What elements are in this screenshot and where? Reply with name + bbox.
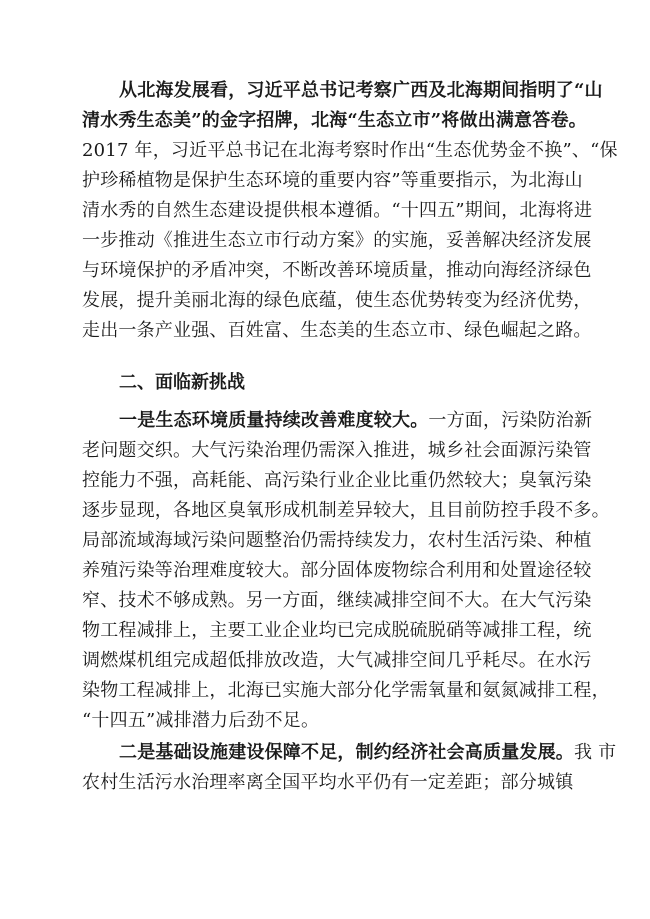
paragraph-2-line: 物工程减排上，主要工业企业均已完成脱硫脱硝等减排工程，统 [82, 620, 592, 641]
paragraph-1-line: 与环境保护的矛盾冲突，不断改善环境质量，推动向海经济绿色 [82, 260, 592, 281]
section-heading: 二、面临新挑战 [119, 372, 245, 393]
paragraph-1-line: 走出一条产业强、百姓富、生态美的生态立市、绿色崛起之路。 [82, 320, 592, 341]
paragraph-2-line: 局部流域海域污染问题整治仍需持续发力，农村生活污染、种植 [82, 530, 592, 551]
paragraph-2-first-line [82, 406, 593, 436]
paragraph-1-line: 2017 年，习近平总书记在北海考察时作出“生态优势金不换”、“保 [82, 140, 618, 161]
paragraph-2-line: 控能力不强，高耗能、高污染行业企业比重仍然较大；臭氧污染 [82, 470, 592, 491]
paragraph-2-line: 老问题交织。大气污染治理仍需深入推进，城乡社会面源污染管 [82, 440, 592, 461]
paragraph-1-bold-line-2: 清水秀生态美”的金字招牌，北海“生态立市”将做出满意答卷。 [82, 110, 587, 131]
paragraph-3-first-line-rest: 我 市 [574, 742, 617, 763]
paragraph-2-first-line-rest: 一方面，污染防治新 [428, 410, 593, 431]
paragraph-2-bold-lead: 一是生态环境质量持续改善难度较大。 [119, 410, 429, 431]
paragraph-2 [82, 406, 610, 736]
paragraph-2-line: 窄、技术不够成熟。另一方面，继续减排空间不大。在大气污染 [82, 590, 592, 611]
paragraph-2-line: 养殖污染等治理难度较大。部分固体废物综合利用和处置途径较 [82, 560, 592, 581]
paragraph-3-first-line [82, 738, 617, 768]
paragraph-1-line: 清水秀的自然生态建设提供根本遵循。“十四五”期间，北海将进 [82, 200, 593, 221]
paragraph-2-line: 逐步显现，各地区臭氧形成机制差异较大，且目前防控手段不多。 [82, 500, 610, 521]
paragraph-3-bold-lead: 二是基础设施建设保障不足，制约经济社会高质量发展。 [119, 742, 574, 763]
paragraph-2-line: “十四五”减排潜力后劲不足。 [82, 710, 320, 731]
paragraph-1-line: 护珍稀植物是保护生态环境的重要内容”等重要指示，为北海山 [82, 170, 583, 191]
paragraph-2-line: 染物工程减排上，北海已实施大部分化学需氧量和氨氮减排工程， [82, 680, 610, 701]
paragraph-3 [82, 738, 617, 798]
paragraph-2-line: 调燃煤机组完成超低排放改造，大气减排空间几乎耗尽。在水污 [82, 650, 592, 671]
paragraph-1 [82, 76, 618, 346]
paragraph-3-line: 农村生活污水治理率离全国平均水平仍有一定差距；部分城镇 [82, 772, 574, 793]
paragraph-1-line: 发展，提升美丽北海的绿色底蕴，使生态优势转变为经济优势， [82, 290, 592, 311]
paragraph-1-bold-line-1: 从北海发展看，习近平总书记考察广西及北海期间指明了“山 [119, 80, 603, 101]
paragraph-1-line: 一步推动《推进生态立市行动方案》的实施，妥善解决经济发展 [82, 230, 592, 251]
